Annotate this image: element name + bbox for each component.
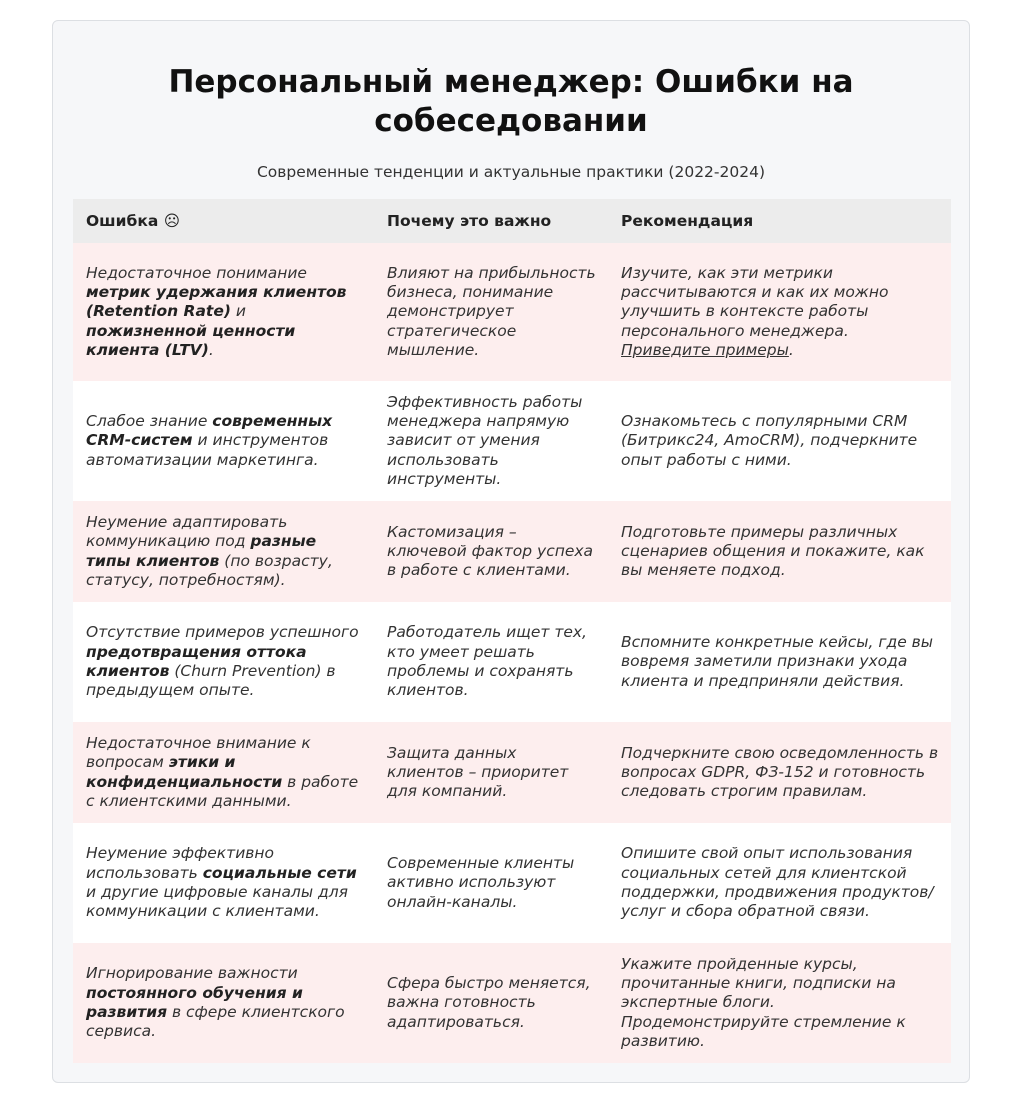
emphasis-text: пожизненной ценности клиента (LTV) xyxy=(86,321,296,359)
emphasis-text: метрик удержания клиентов (Retention Rate) xyxy=(86,283,347,321)
cell-why: Сфера быстро меняется, важна готовность адаптироваться. xyxy=(387,974,591,1031)
text-segment: Игнорирование важности xyxy=(86,964,298,983)
cell-mistake xyxy=(73,602,374,722)
text-segment: Слабое знание xyxy=(86,412,213,431)
cell-mistake xyxy=(73,243,374,381)
text-segment: Вспомните конкретные кейсы, где вы вовремя заметили признаки ухода клиента и предприняли действия. xyxy=(621,633,934,690)
text-segment: Ознакомьтесь с популярными CRM (Битрикс24, AmoCRM), подчеркните опыт работы с ними. xyxy=(621,412,918,469)
column-header-recommendation: Рекомендация xyxy=(621,212,754,230)
text-segment: Укажите пройденные курсы, прочитанные книги, подписки на экспертные блоги. Продемонстрируйте стремление к развитию. xyxy=(621,954,906,1050)
emphasis-text: предотвращения оттока клиентов xyxy=(86,642,307,680)
text-segment: Отсутствие примеров успешного xyxy=(86,623,359,642)
text-segment: Подготовьте примеры различных сценариев общения и покажите, как вы меняете подход. xyxy=(621,522,925,580)
text-segment: Неумение адаптировать коммуникацию под xyxy=(86,512,288,551)
text-segment: и инструментов автоматизации маркетинга. xyxy=(86,431,329,469)
text-segment: в работе с клиентскими данными. xyxy=(86,772,359,810)
cell-mistake xyxy=(73,501,374,602)
column-header-why: Почему это важно xyxy=(387,212,552,230)
content-card xyxy=(52,20,970,1083)
cell-mistake xyxy=(73,722,374,823)
text-segment: . xyxy=(788,340,794,359)
cell-recommendation xyxy=(608,602,951,722)
emphasis-text: социальные сети xyxy=(202,863,357,882)
text-segment: Изучите, как эти метрики рассчитываются и как их можно улучшить в контексте работы персонального менеджера. xyxy=(621,263,889,340)
table-row xyxy=(73,501,951,602)
table-row xyxy=(73,381,951,501)
text-segment: Подчеркните свою осведомленность в вопросах GDPR, ФЗ-152 и готовность следовать строгим правилам. xyxy=(621,743,939,801)
cell-why: Влияют на прибыльность бизнеса, понимание демонстрирует стратегическое мышление. xyxy=(387,263,596,359)
cell-recommendation xyxy=(608,722,951,823)
table-row xyxy=(73,243,951,381)
cell-recommendation xyxy=(608,243,951,381)
text-segment: Недостаточное понимание xyxy=(86,263,307,282)
emphasis-text: постоянного обучения и развития xyxy=(86,983,303,1021)
cell-mistake xyxy=(73,943,374,1063)
table-row xyxy=(73,602,951,722)
cell-why: Эффективность работы менеджера напрямую зависит от умения использовать инструменты. xyxy=(387,392,583,488)
text-segment: и xyxy=(230,302,246,321)
cell-why: Защита данных клиентов – приоритет для компаний. xyxy=(387,743,569,801)
table-body xyxy=(73,243,951,1063)
table-row xyxy=(73,722,951,823)
text-segment: . xyxy=(208,340,214,359)
text-segment: в сфере клиентского сервиса. xyxy=(86,1003,345,1041)
cell-mistake xyxy=(73,823,374,943)
text-segment: (Churn Prevention) в предыдущем опыте. xyxy=(86,662,336,700)
table-header-row xyxy=(73,199,951,243)
cell-why: Работодатель ищет тех, кто умеет решать проблемы и сохранять клиентов. xyxy=(387,623,587,700)
cell-why: Кастомизация – ключевой фактор успеха в работе с клиентами. xyxy=(387,522,594,580)
table-row xyxy=(73,823,951,943)
cell-recommendation xyxy=(608,943,951,1063)
page-title: Персональный менеджер: Ошибки на собеседовании xyxy=(168,64,854,139)
cell-recommendation xyxy=(608,823,951,943)
cell-mistake xyxy=(73,381,374,501)
text-segment: Опишите свой опыт использования социальных сетей для клиентской поддержки, продвижения продуктов/услуг и сбора обратной связи. xyxy=(621,844,934,921)
page-subtitle: Современные тенденции и актуальные практики (2022-2024) xyxy=(256,163,766,181)
column-header-mistake: Ошибка ☹ xyxy=(86,212,180,230)
emphasis-text: разные типы клиентов xyxy=(86,532,317,570)
cell-why: Современные клиенты активно используют онлайн-каналы. xyxy=(387,854,575,911)
text-segment: Неумение эффективно использовать xyxy=(86,844,275,882)
cell-recommendation xyxy=(608,381,951,501)
text-segment: Недостаточное внимание к вопросам xyxy=(86,733,311,772)
text-segment: и другие цифровые каналы для коммуникации с клиентами. xyxy=(86,883,348,921)
cell-recommendation xyxy=(608,501,951,602)
text-segment: (по возрасту, статусу, потребностям). xyxy=(86,551,333,589)
table-row xyxy=(73,943,951,1063)
emphasis-text: этики и конфиденциальности xyxy=(86,753,283,791)
emphasis-text: современных CRM-систем xyxy=(86,412,333,450)
mistakes-table xyxy=(73,199,951,1063)
examples-link[interactable]: Приведите примеры xyxy=(621,340,789,359)
